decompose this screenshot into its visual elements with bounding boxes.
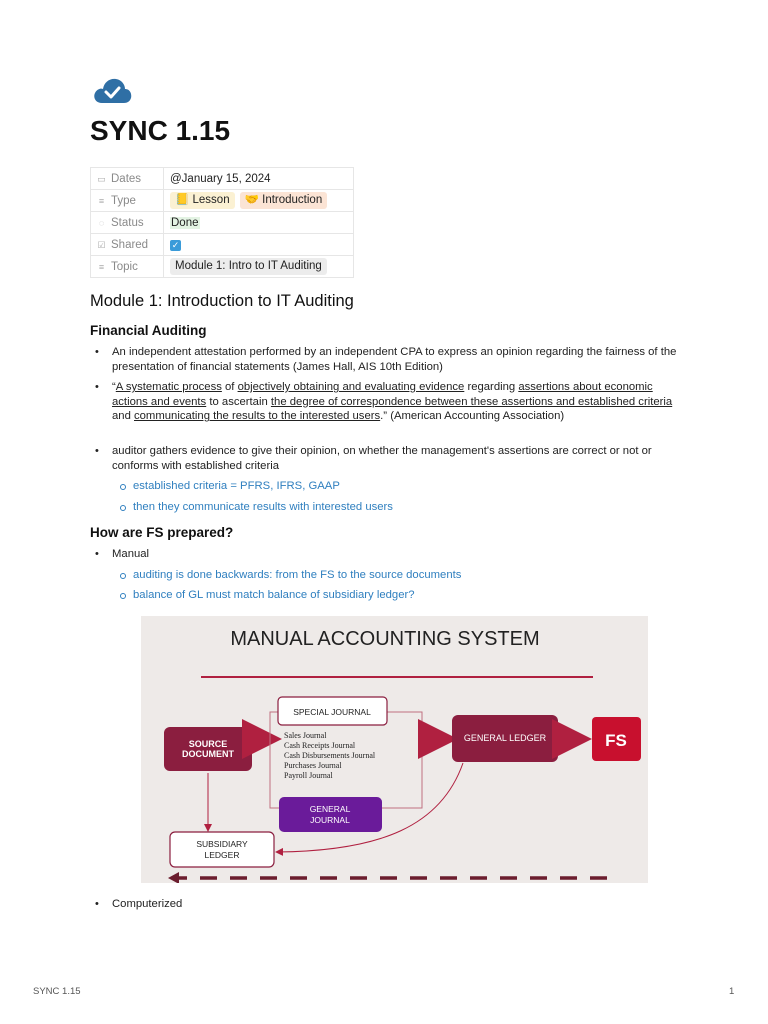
svg-text:Purchases Journal: Purchases Journal	[284, 761, 342, 770]
shared-checkbox[interactable]: ✓	[171, 239, 180, 250]
svg-text:GENERAL: GENERAL	[309, 804, 351, 814]
property-key: Status	[111, 216, 144, 229]
tag-lesson[interactable]: 📒 Lesson	[170, 192, 235, 209]
svg-text:FS: FS	[605, 731, 627, 750]
property-key: Shared	[111, 238, 149, 251]
diagram-title: MANUAL ACCOUNTING SYSTEM	[230, 628, 540, 650]
sub-list-item: auditing is done backwards: from the FS to the source documents	[133, 569, 462, 581]
property-key: Dates	[111, 172, 142, 185]
status-icon: ◌	[98, 217, 105, 228]
status-badge: Done	[171, 216, 199, 229]
property-key: Type	[111, 194, 136, 207]
quote-list-item: • “A systematic process of objectively obtaining and evaluating evidence regarding assertions about economic actions and events to ascertain the degree of correspondence between these assertions and established criteria and communicating the results to the interested users.” (American Accounting Association)	[112, 380, 680, 424]
svg-text:Sales Journal: Sales Journal	[284, 731, 327, 740]
svg-text:LEDGER: LEDGER	[204, 850, 240, 860]
svg-text:Payroll Journal: Payroll Journal	[284, 771, 333, 780]
manual-accounting-system-diagram	[141, 616, 648, 883]
property-row-dates	[91, 168, 354, 190]
list-item: • auditor gathers evidence to give their opinion, on whether the management's assertions are correct or not or conforms with established criteria	[112, 444, 680, 473]
dates-value[interactable]: @January 15, 2024	[164, 168, 354, 190]
property-key: Topic	[111, 260, 138, 273]
list-item-manual: • Manual	[112, 547, 149, 562]
svg-text:Cash Receipts Journal: Cash Receipts Journal	[284, 741, 356, 750]
page-number: 1	[729, 986, 735, 997]
checkbox-icon: ☑	[97, 239, 106, 250]
property-row-topic	[91, 256, 354, 278]
svg-text:SUBSIDIARY: SUBSIDIARY	[196, 839, 248, 849]
svg-text:SOURCE: SOURCE	[188, 739, 228, 749]
svg-text:GENERAL LEDGER: GENERAL LEDGER	[463, 733, 547, 743]
page-title: SYNC 1.15	[90, 115, 231, 146]
topic-tag[interactable]: Module 1: Intro to IT Auditing	[170, 258, 327, 275]
sub-list-item: balance of GL must match balance of subsidiary ledger?	[133, 589, 415, 601]
list-icon: ≡	[98, 261, 105, 272]
properties-table	[90, 167, 354, 278]
list-icon: ≡	[98, 195, 105, 206]
module-heading: Module 1: Introduction to IT Auditing	[90, 292, 354, 310]
footer-title: SYNC 1.15	[33, 986, 81, 997]
svg-text:DOCUMENT: DOCUMENT	[182, 749, 234, 759]
cloud-check-icon	[92, 76, 132, 104]
property-row-type	[91, 190, 354, 212]
calendar-icon: ▭	[97, 173, 106, 184]
tag-introduction[interactable]: 🤝 Introduction	[240, 192, 328, 209]
list-item: • An independent attestation performed by an independent CPA to express an opinion regarding the fairness of the presentation of financial statements (James Hall, AIS 10th Edition)	[112, 345, 680, 374]
svg-text:Cash Disbursements Journal: Cash Disbursements Journal	[284, 751, 376, 760]
list-item-computerized: • Computerized	[112, 897, 182, 912]
sub-list-item: then they communicate results with interested users	[133, 501, 393, 513]
property-row-shared	[91, 234, 354, 256]
property-row-status	[91, 212, 354, 234]
svg-text:JOURNAL: JOURNAL	[310, 815, 350, 825]
financial-auditing-heading: Financial Auditing	[90, 323, 207, 338]
svg-text:SPECIAL JOURNAL: SPECIAL JOURNAL	[293, 707, 371, 717]
sub-list-item: established criteria = PFRS, IFRS, GAAP	[133, 480, 340, 492]
fs-prepared-heading: How are FS prepared?	[90, 525, 234, 540]
